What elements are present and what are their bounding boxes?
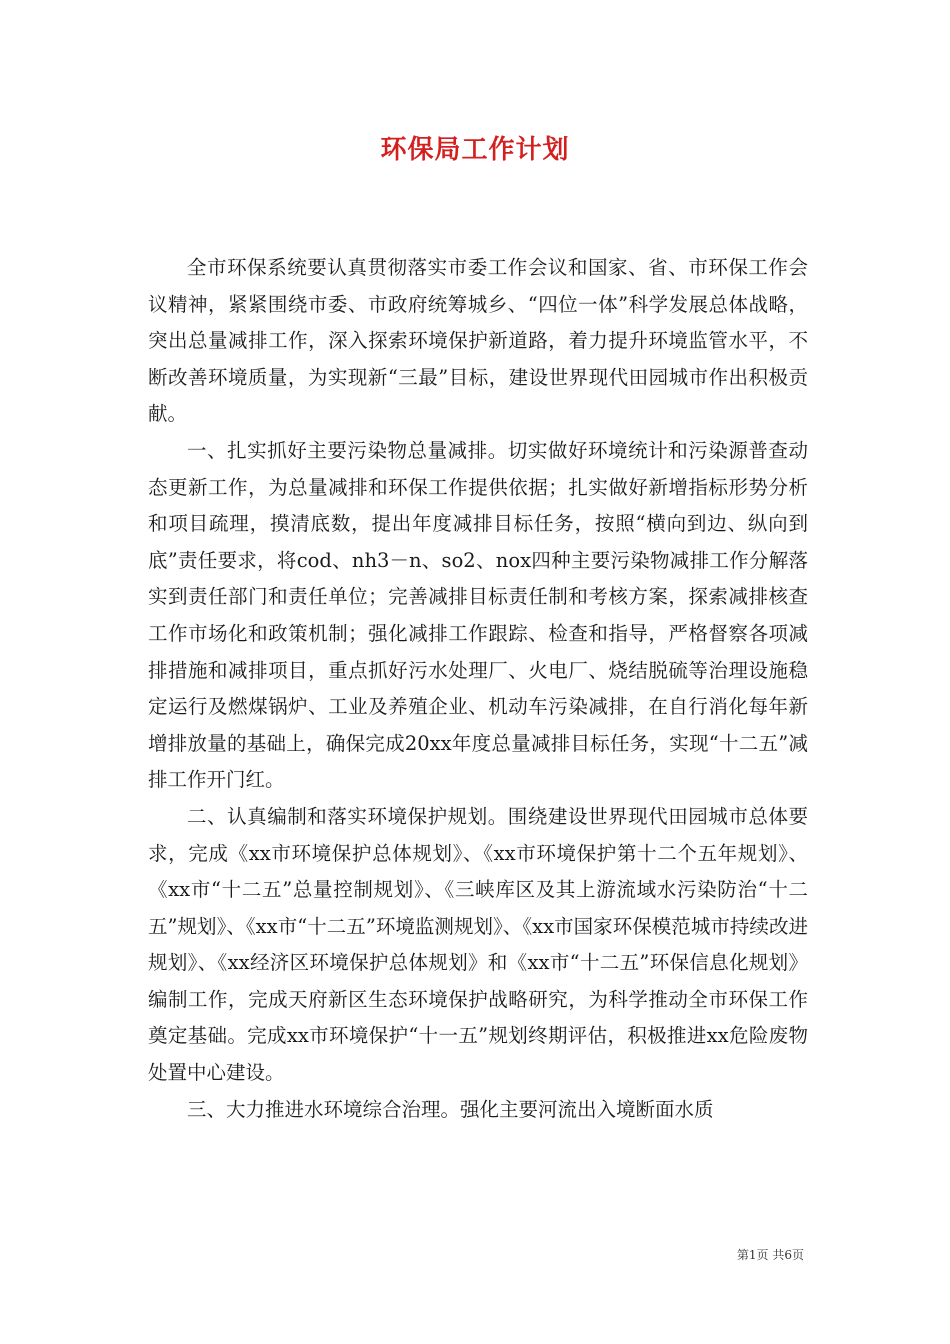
- page-number-footer: 第1页 共6页: [736, 1248, 804, 1262]
- document-body: [148, 250, 808, 1128]
- paragraph-section-2: 二、认真编制和落实环境保护规划。围绕建设世界现代田园城市总体要求，完成《xx市环境保护总体规划》、《xx市环境保护第十二个五年规划》、《xx市“十二五”总量控制规划》、《三峡库区及其上游流域水污染防治“十二五”规划》、《xx市“十二五”环境监测规划》、《xx市国家环保模范城市持续改进规划》、《xx经济区环境保护总体规划》和《xx市“十二五”环保信息化规划》编制工作，完成天府新区生态环境保护战略研究，为科学推动全市环保工作奠定基础。完成xx市环境保护“十一五”规划终期评估，积极推进xx危险废物处置中心建设。: [148, 804, 808, 1085]
- paragraph-intro: 全市环保系统要认真贯彻落实市委工作会议和国家、省、市环保工作会议精神，紧紧围绕市委、市政府统筹城乡、“四位一体”科学发展总体战略，突出总量减排工作，深入探索环境保护新道路，着力提升环境监管水平，不断改善环境质量，为实现新“三最”目标，建设世界现代田园城市作出积极贡献。: [148, 256, 808, 426]
- document-title: 环保局工作计划: [380, 135, 570, 165]
- paragraph-section-1: 一、扎实抓好主要污染物总量减排。切实做好环境统计和污染源普查动态更新工作，为总量减排和环保工作提供依据；扎实做好新增指标形势分析和项目疏理，摸清底数，提出年度减排目标任务，按照“横向到边、纵向到底”责任要求，将cod、nh3－n、so2、nox四种主要污染物减排工作分解落实到责任部门和责任单位；完善减排目标责任制和考核方案，探索减排核查工作市场化和政策机制；强化减排工作跟踪、检查和指导，严格督察各项减排措施和减排项目，重点抓好污水处理厂、火电厂、烧结脱硫等治理设施稳定运行及燃煤锅炉、工业及养殖企业、机动车污染减排，在自行消化每年新增排放量的基础上，确保完成20xx年度总量减排目标任务，实现“十二五”减排工作开门红。: [148, 438, 808, 792]
- paragraph-section-3: 三、大力推进水环境综合治理。强化主要河流出入境断面水质: [187, 1097, 714, 1121]
